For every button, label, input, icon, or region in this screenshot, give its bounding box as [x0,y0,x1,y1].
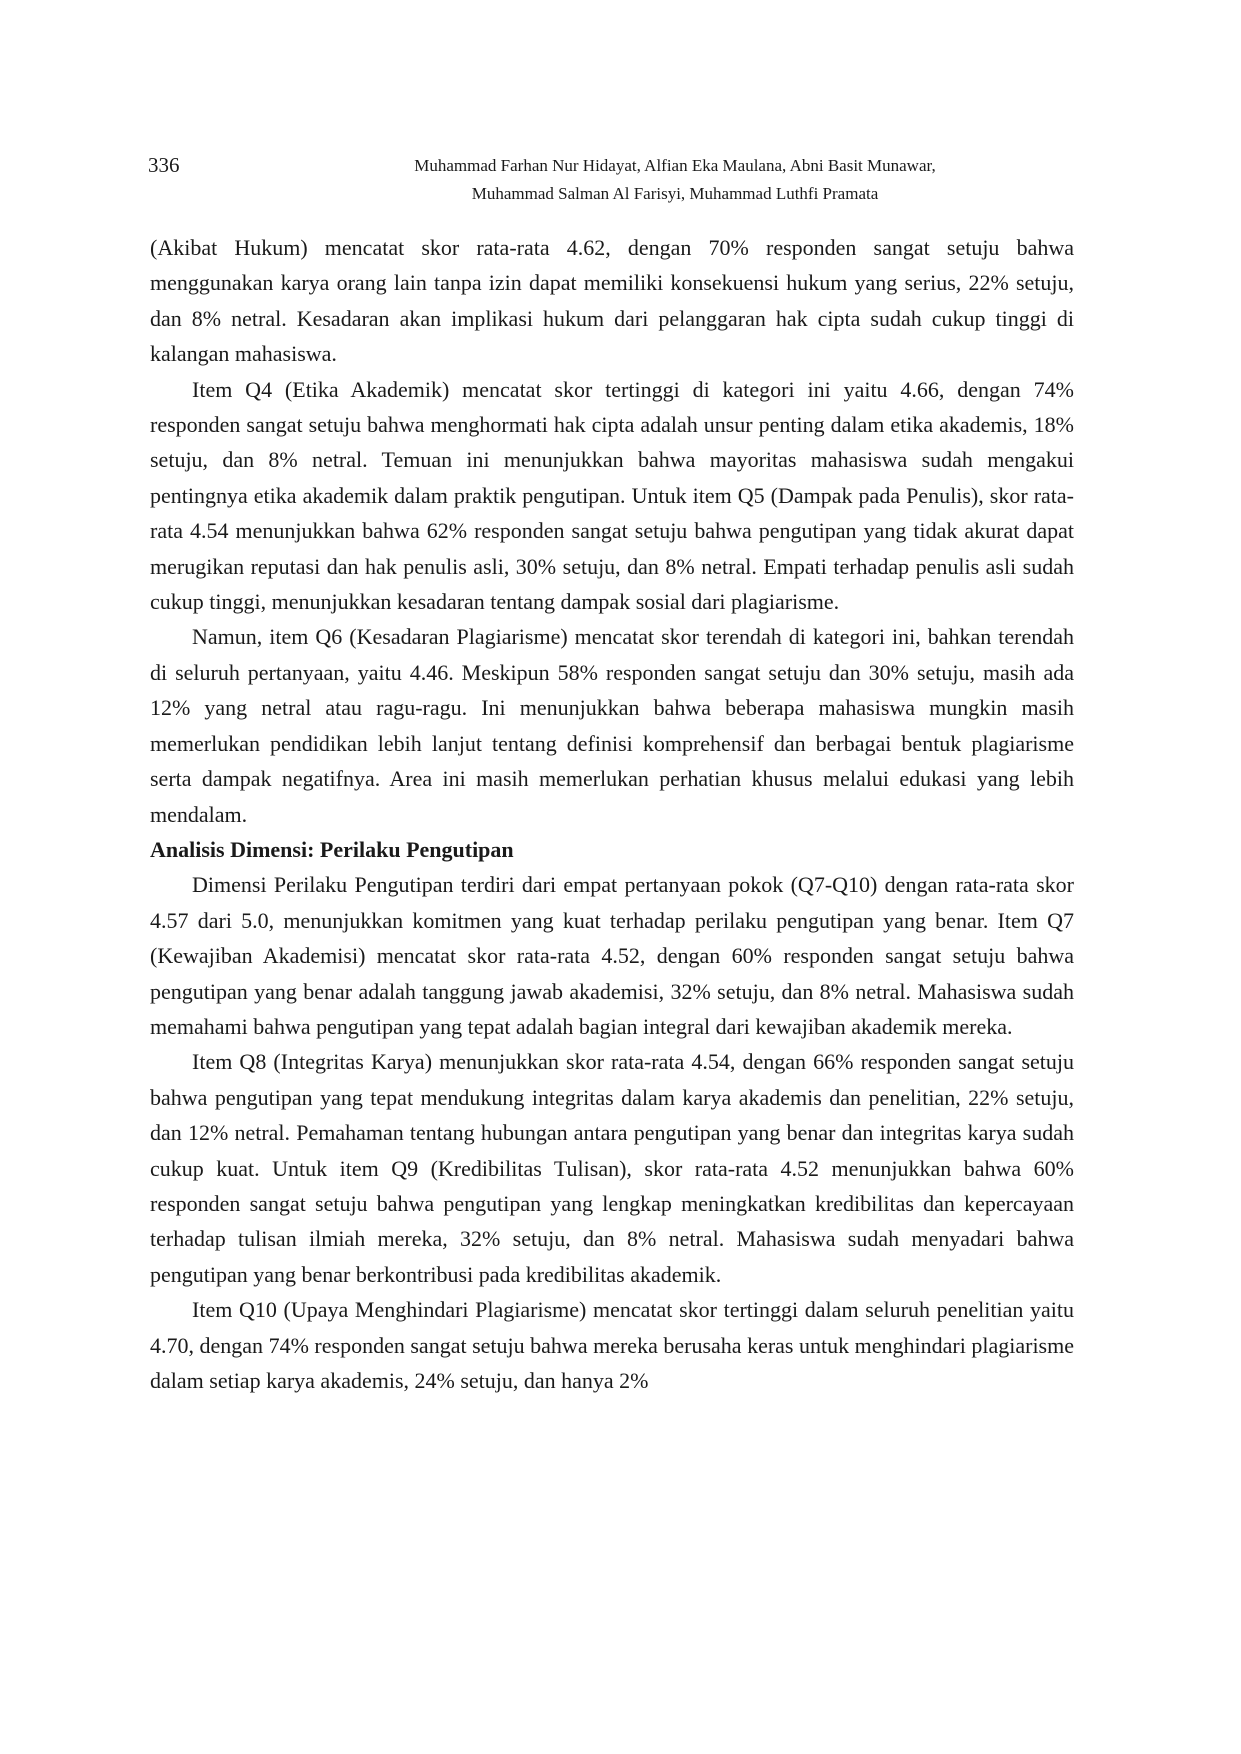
paragraph-q8-q9: Item Q8 (Integritas Karya) menunjukkan skor rata-rata 4.54, dengan 66% responden sangat setuju bahwa pengutipan yang tepat mendukung integritas dalam karya akademis dan penelitian, 22% setuju, dan 12% netral. Pemahaman tentang hubungan antara pengutipan yang benar dan integritas karya sudah cukup kuat. Untuk item Q9 (Kredibilitas Tulisan), skor rata-rata 4.52 menunjukkan bahwa 60% responden sangat setuju bahwa pengutipan yang lengkap meningkatkan kredibilitas dan kepercayaan terhadap tulisan ilmiah mereka, 32% setuju, dan 8% netral. Mahasiswa sudah menyadari bahwa pengutipan yang benar berkontribusi pada kredibilitas akademik. [150,1049,1074,1287]
paragraph-q7: Dimensi Perilaku Pengutipan terdiri dari empat pertanyaan pokok (Q7-Q10) dengan rata-rata skor 4.57 dari 5.0, menunjukkan komitmen yang kuat terhadap perilaku pengutipan yang benar. Item Q7 (Kewajiban Akademisi) mencatat skor rata-rata 4.52, dengan 60% responden sangat setuju bahwa pengutipan yang benar adalah tanggung jawab akademisi, 32% setuju, dan 8% netral. Mahasiswa sudah memahami bahwa pengutipan yang tepat adalah bagian integral dari kewajiban akademik mereka. [150,872,1074,1039]
running-header [260,152,1090,208]
paragraph-q6: Namun, item Q6 (Kesadaran Plagiarisme) mencatat skor terendah di kategori ini, bahkan terendah di seluruh pertanyaan, yaitu 4.46. Meskipun 58% responden sangat setuju dan 30% setuju, masih ada 12% yang netral atau ragu-ragu. Ini menunjukkan bahwa beberapa mahasiswa mungkin masih memerlukan pendidikan lebih lanjut tentang definisi komprehensif dan berbagai bentuk plagiarisme serta dampak negatifnya. Area ini masih memerlukan perhatian khusus melalui edukasi yang lebih mendalam. [150,624,1074,827]
header-authors-line-2: Muhammad Salman Al Farisyi, Muhammad Luthfi Pramata [471,184,879,203]
body-text [150,230,1074,1398]
section-heading: Analisis Dimensi: Perilaku Pengutipan [150,836,514,862]
header-authors-line-1: Muhammad Farhan Nur Hidayat, Alfian Eka Maulana, Abni Basit Munawar, [414,156,936,175]
page-number: 336 [148,153,180,177]
paragraph-q4-q5: Item Q4 (Etika Akademik) mencatat skor tertinggi di kategori ini yaitu 4.66, dengan 74% responden sangat setuju bahwa menghormati hak cipta adalah unsur penting dalam etika akademis, 18% setuju, dan 8% netral. Temuan ini menunjukkan bahwa mayoritas mahasiswa sudah mengakui pentingnya etika akademik dalam praktik pengutipan. Untuk item Q5 (Dampak pada Penulis), skor rata-rata 4.54 menunjukkan bahwa 62% responden sangat setuju bahwa pengutipan yang tidak akurat dapat merugikan reputasi dan hak penulis asli, 30% setuju, dan 8% netral. Empati terhadap penulis asli sudah cukup tinggi, menunjukkan kesadaran tentang dampak sosial dari plagiarisme. [150,376,1074,615]
paragraph-q10: Item Q10 (Upaya Menghindari Plagiarisme) mencatat skor tertinggi dalam seluruh penelitian yaitu 4.70, dengan 74% responden sangat setuju bahwa mereka berusaha keras untuk menghindari plagiarisme dalam setiap karya akademis, 24% setuju, dan hanya 2% [150,1297,1074,1393]
paragraph-continuation: (Akibat Hukum) mencatat skor rata-rata 4.62, dengan 70% responden sangat setuju bahwa menggunakan karya orang lain tanpa izin dapat memiliki konsekuensi hukum yang serius, 22% setuju, dan 8% netral. Kesadaran akan implikasi hukum dari pelanggaran hak cipta sudah cukup tinggi di kalangan mahasiswa. [150,235,1074,367]
